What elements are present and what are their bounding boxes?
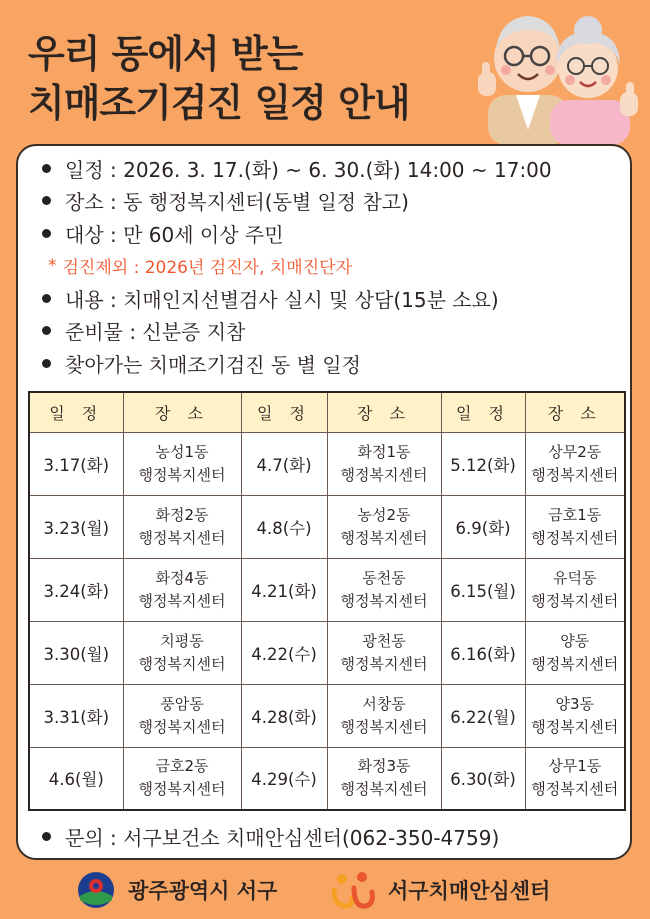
center-name: 행정복지센터 [340,528,428,547]
schedule-table [28,391,626,811]
place-cell [123,621,241,684]
contact-section [38,820,618,853]
dong-name: 유덕동 [553,568,597,587]
title-line-1: 우리 동에서 받는 [28,32,303,76]
list-item [38,217,618,250]
column-header-place: 장 소 [525,392,625,432]
dong-name: 금호1동 [548,505,602,524]
dong-name: 광천동 [362,631,406,650]
footer-org-gwangju-seogu [76,870,277,910]
place-cell [123,747,241,810]
place-cell [525,684,625,747]
center-name: 행정복지센터 [138,654,226,673]
dong-name: 풍암동 [160,694,204,713]
center-name: 행정복지센터 [138,465,226,484]
place-cell [327,621,441,684]
place-cell [327,558,441,621]
center-name: 행정복지센터 [138,591,226,610]
center-name: 행정복지센터 [531,528,619,547]
contact-text: 문의 : 서구보건소 치매안심센터(062-350-4759) [65,825,500,850]
schedule-text: 일정 : 2026. 3. 17.(화) ~ 6. 30.(화) 14:00 ~ 17:00 [65,157,552,182]
list-item [38,152,618,185]
place-cell [525,747,625,810]
column-header-place: 장 소 [123,392,241,432]
list-item [38,185,618,218]
gwangju-seogu-logo-icon [76,870,116,910]
place-cell [525,432,625,495]
date-cell: 4.29(수) [241,747,327,810]
dong-name: 서창동 [362,694,406,713]
center-name: 행정복지센터 [340,465,428,484]
dong-name: 농성2동 [357,505,411,524]
date-cell: 4.6(월) [29,747,123,810]
date-cell: 4.8(수) [241,495,327,558]
list-item [38,820,618,853]
bullet-icon [42,164,51,173]
bullet-icon [42,326,51,335]
place-cell [327,432,441,495]
center-name: 행정복지센터 [340,780,428,799]
center-name: 행정복지센터 [531,654,619,673]
column-header-date: 일 정 [29,392,123,432]
bullet-icon [42,196,51,205]
center-name: 행정복지센터 [138,528,226,547]
bullet-icon [42,294,51,303]
table-header-row [29,392,625,432]
dong-name: 농성1동 [155,442,209,461]
date-cell: 4.28(화) [241,684,327,747]
place-cell [123,684,241,747]
dong-name: 화정2동 [155,505,209,524]
center-name: 행정복지센터 [138,780,226,799]
table-row [29,621,625,684]
date-cell: 3.17(화) [29,432,123,495]
exclusion-text: 검진제외 : 2026년 검진자, 치매진단자 [62,258,352,279]
bullet-icon [42,359,51,368]
place-cell [327,495,441,558]
title-line-2: 치매조기검진 일정 안내 [28,81,410,125]
asterisk-mark: * [48,255,57,276]
bullet-icon [42,832,51,841]
dong-name: 양동 [560,631,590,650]
list-item [38,347,618,380]
place-cell [525,621,625,684]
center-name: 행정복지센터 [531,465,619,484]
dong-name: 동천동 [362,568,406,587]
date-cell: 3.24(화) [29,558,123,621]
date-cell: 4.21(화) [241,558,327,621]
page-title [28,30,410,128]
dong-name: 치평동 [160,631,204,650]
date-cell: 6.16(화) [441,621,525,684]
date-cell: 6.15(월) [441,558,525,621]
center-name: 행정복지센터 [340,717,428,736]
info-list [38,152,618,380]
place-cell [327,684,441,747]
column-header-date: 일 정 [241,392,327,432]
info-card [16,144,632,860]
table-row [29,432,625,495]
footer-org-dementia-center [330,870,550,910]
exclusion-note [38,250,618,283]
table-row [29,747,625,810]
center-name: 행정복지센터 [531,717,619,736]
table-row [29,684,625,747]
list-item [38,315,618,348]
gwangju-seogu-name: 광주광역시 서구 [128,879,278,903]
footer [0,862,650,919]
dong-name: 화정1동 [357,442,411,461]
date-cell: 6.9(화) [441,495,525,558]
place-cell [525,495,625,558]
center-name: 행정복지센터 [138,717,226,736]
target-text: 대상 : 만 60세 이상 주민 [65,222,284,247]
center-name: 행정복지센터 [340,654,428,673]
dong-name: 화정4동 [155,568,209,587]
place-cell [327,747,441,810]
place-cell [123,495,241,558]
center-name: 행정복지센터 [531,780,619,799]
date-cell: 4.22(수) [241,621,327,684]
place-cell [525,558,625,621]
date-cell: 5.12(화) [441,432,525,495]
dong-name: 양3동 [555,694,595,713]
location-text: 장소 : 동 행정복지센터(동별 일정 참고) [65,190,409,215]
dong-name: 상무2동 [548,442,602,461]
dementia-center-logo-icon [330,870,376,910]
date-cell: 6.30(화) [441,747,525,810]
column-header-date: 일 정 [441,392,525,432]
list-item [38,282,618,315]
place-cell [123,558,241,621]
date-cell: 4.7(화) [241,432,327,495]
preparation-text: 준비물 : 신분증 지참 [65,320,246,345]
dong-name: 금호2동 [155,757,209,776]
table-row [29,558,625,621]
content-text: 내용 : 치매인지선별검사 실시 및 상담(15분 소요) [65,287,499,312]
table-row [29,495,625,558]
center-name: 행정복지센터 [531,591,619,610]
date-cell: 3.23(월) [29,495,123,558]
column-header-place: 장 소 [327,392,441,432]
schedule-heading: 찾아가는 치매조기검진 동 별 일정 [65,352,361,377]
place-cell [123,432,241,495]
elderly-couple-illustration [470,0,650,145]
center-name: 행정복지센터 [340,591,428,610]
date-cell: 3.31(화) [29,684,123,747]
dong-name: 상무1동 [548,757,602,776]
date-cell: 3.30(월) [29,621,123,684]
bullet-icon [42,229,51,238]
dementia-center-name: 서구치매안심센터 [388,879,551,903]
date-cell: 6.22(월) [441,684,525,747]
dong-name: 화정3동 [357,757,411,776]
